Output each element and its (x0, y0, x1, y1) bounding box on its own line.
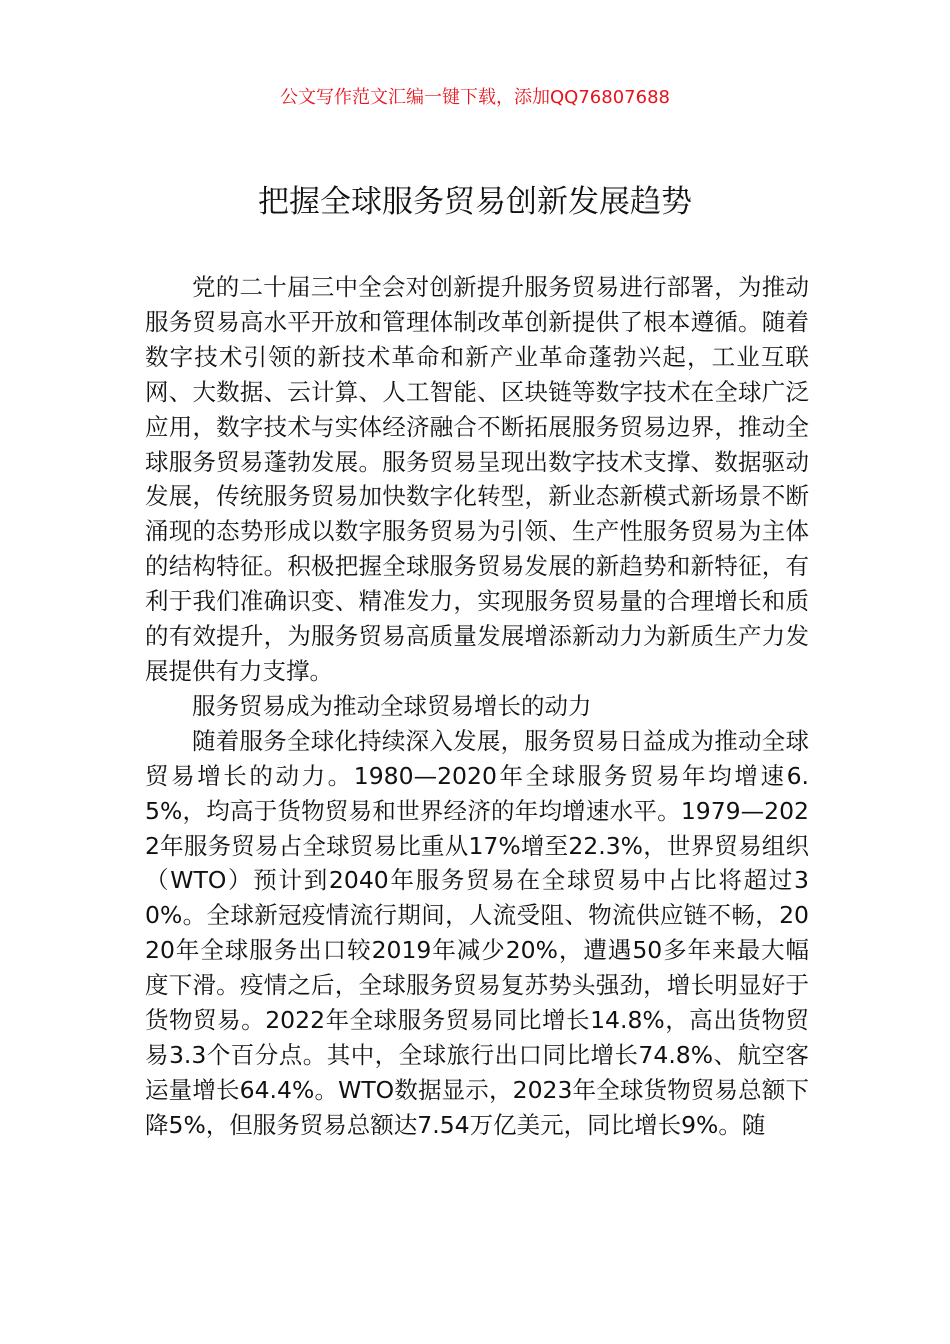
download-notice: 公文写作范文汇编一键下载，添加QQ76807688 (280, 87, 670, 108)
section-heading: 服务贸易成为推动全球贸易增长的动力 (192, 691, 592, 720)
document-body (145, 270, 809, 1143)
paragraph-growth: 随着服务全球化持续深入发展，服务贸易日益成为推动全球贸易增长的动力。1980—2020年全球服务贸易年均增速6.5%，均高于货物贸易和世界经济的年均增速水平。1979—2022年服务贸易占全球贸易比重从17%增至22.3%，世界贸易组织（WTO）预计到2040年服务贸易在全球贸易中占比将超过30%。全球新冠疫情流行期间，人流受阻、物流供应链不畅，2020年全球服务出口较2019年减少20%，遭遇50多年来最大幅度下滑。疫情之后，全球服务贸易复苏势头强劲，增长明显好于货物贸易。2022年全球服务贸易同比增长14.8%，高出货物贸易3.3个百分点。其中，全球旅行出口同比增长74.8%、航空客运量增长64.4%。WTO数据显示，2023年全球货物贸易总额下降5%，但服务贸易总额达7.54万亿美元，同比增长9%。随 (145, 726, 809, 1139)
paragraph-intro: 党的二十届三中全会对创新提升服务贸易进行部署，为推动服务贸易高水平开放和管理体制改革创新提供了根本遵循。随着数字技术引领的新技术革命和新产业革命蓬勃兴起，工业互联网、大数据、云计算、人工智能、区块链等数字技术在全球广泛应用，数字技术与实体经济融合不断拓展服务贸易边界，推动全球服务贸易蓬勃发展。服务贸易呈现出数字技术支撑、数据驱动发展，传统服务贸易加快数字化转型，新业态新模式新场景不断涌现的态势形成以数字服务贸易为引领、生产性服务贸易为主体的结构特征。积极把握全球服务贸易发展的新趋势和新特征，有利于我们准确识变、精准发力，实现服务贸易量的合理增长和质的有效提升，为服务贸易高质量发展增添新动力为新质生产力发展提供有力支撑。 (145, 273, 809, 685)
document-title: 把握全球服务贸易创新发展趋势 (258, 184, 692, 220)
